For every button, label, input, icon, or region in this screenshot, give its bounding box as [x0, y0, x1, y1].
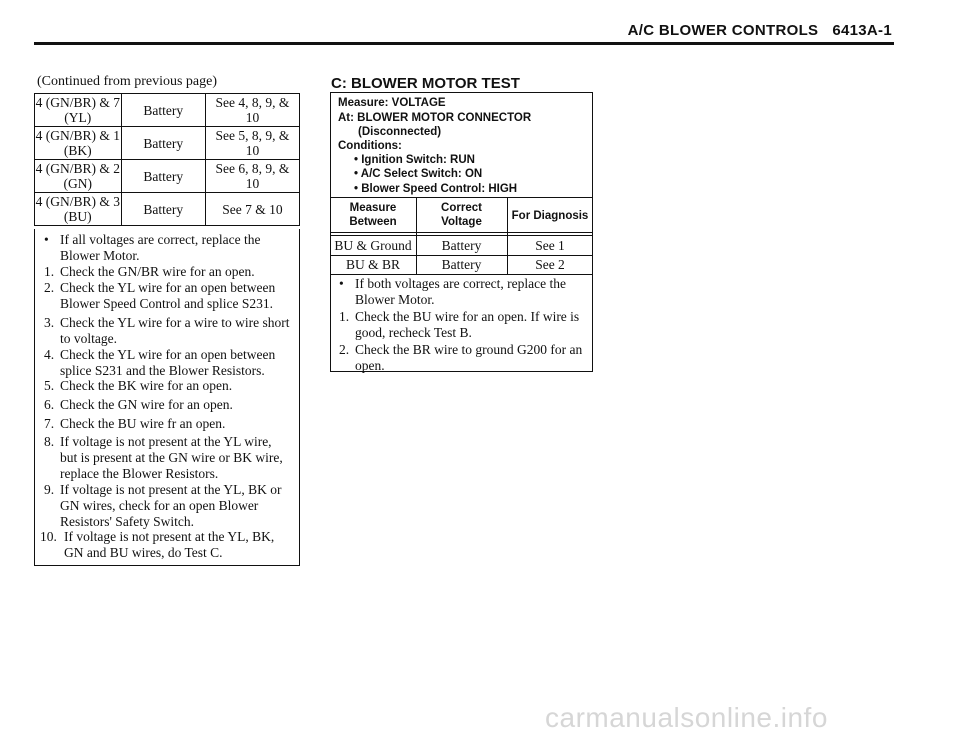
table-divider	[330, 232, 593, 233]
voltage-cell: Battery	[121, 127, 205, 160]
list-item: • If both voltages are correct, replace the Blower Motor.	[339, 276, 567, 307]
list-item: 4. Check the YL wire for an open between splice S231 and the Blower Resistors.	[44, 347, 276, 378]
list-item: 1. Check the GN/BR wire for an open.	[44, 264, 255, 279]
diagnosis-cell: See 2	[535, 257, 565, 272]
voltage-cell: Battery	[121, 160, 205, 193]
header-correct-voltage: Correct Voltage	[441, 202, 482, 228]
watermark: carmanualsonline.info	[545, 702, 828, 733]
table-divider	[330, 197, 593, 198]
voltage-table-left	[34, 93, 300, 226]
header-for-diagnosis: For Diagnosis	[511, 210, 589, 222]
list-item: 1. Check the BU wire for an open. If wire is good, recheck Test B.	[339, 309, 580, 340]
diagnosis-cell: See 1	[535, 238, 565, 253]
continued-note: (Continued from previous page)	[37, 74, 218, 89]
diagnosis-cell: See 5, 8, 9, & 10	[205, 127, 299, 160]
table-divider	[330, 255, 593, 256]
page-header	[628, 22, 892, 39]
condition-item: • Blower Speed Control: HIGH	[354, 183, 518, 195]
measure-cell: 4 (GN/BR) & 1 (BK)	[35, 128, 120, 158]
header-rule	[34, 42, 894, 45]
list-item: • If all voltages are correct, replace the Blower Motor.	[44, 232, 261, 263]
list-item: 2. Check the YL wire for an open between Blower Speed Control and splice S231.	[44, 280, 276, 311]
diagnosis-cell: See 6, 8, 9, & 10	[205, 160, 299, 193]
measure-label: Measure: VOLTAGE	[338, 97, 446, 109]
disconnected-label: (Disconnected)	[358, 126, 442, 138]
voltage-cell: Battery	[121, 94, 205, 127]
voltage-cell: Battery	[441, 238, 482, 253]
diagnosis-cell: See 4, 8, 9, & 10	[205, 94, 299, 127]
diagnosis-cell: See 7 & 10	[205, 193, 299, 226]
table-row	[35, 193, 300, 226]
voltage-cell: Battery	[441, 257, 482, 272]
condition-item: • A/C Select Switch: ON	[354, 168, 483, 180]
measure-cell: 4 (GN/BR) & 7 (YL)	[35, 95, 120, 125]
test-title: C: BLOWER MOTOR TEST	[331, 75, 520, 92]
measure-cell: 4 (GN/BR) & 2 (GN)	[35, 161, 120, 191]
header-measure-between: Measure Between	[349, 202, 397, 228]
list-item: 9. If voltage is not present at the YL, BK or GN wires, check for an open Blower Resistors' Safety Switch.	[44, 482, 282, 529]
table-divider	[330, 235, 593, 236]
section-title: A/C BLOWER CONTROLS	[627, 22, 819, 39]
list-item: 10. If voltage is not present at the YL, BK, GN and BU wires, do Test C.	[40, 529, 275, 560]
measure-cell: BU & BR	[345, 257, 400, 272]
table-divider	[330, 274, 593, 275]
list-item: 5. Check the BK wire for an open.	[44, 378, 233, 393]
table-row	[35, 127, 300, 160]
list-item: 7. Check the BU wire fr an open.	[44, 416, 226, 431]
connector-label: At: BLOWER MOTOR CONNECTOR	[338, 112, 532, 124]
list-item: 3. Check the YL wire for a wire to wire short to voltage.	[44, 315, 290, 346]
page-number: 6413A-1	[832, 22, 892, 39]
condition-item: • Ignition Switch: RUN	[354, 154, 475, 166]
list-item: 2. Check the BR wire to ground G200 for an open.	[339, 342, 583, 373]
conditions-label: Conditions:	[338, 140, 402, 152]
list-item: 8. If voltage is not present at the YL wire, but is present at the GN wire or BK wire, replace the Blower Resistors.	[44, 434, 283, 481]
table-row	[35, 160, 300, 193]
measure-cell: 4 (GN/BR) & 3 (BU)	[35, 194, 120, 224]
voltage-cell: Battery	[121, 193, 205, 226]
table-row	[35, 94, 300, 127]
measure-cell: BU & Ground	[334, 238, 412, 253]
list-item: 6. Check the GN wire for an open.	[44, 397, 233, 412]
